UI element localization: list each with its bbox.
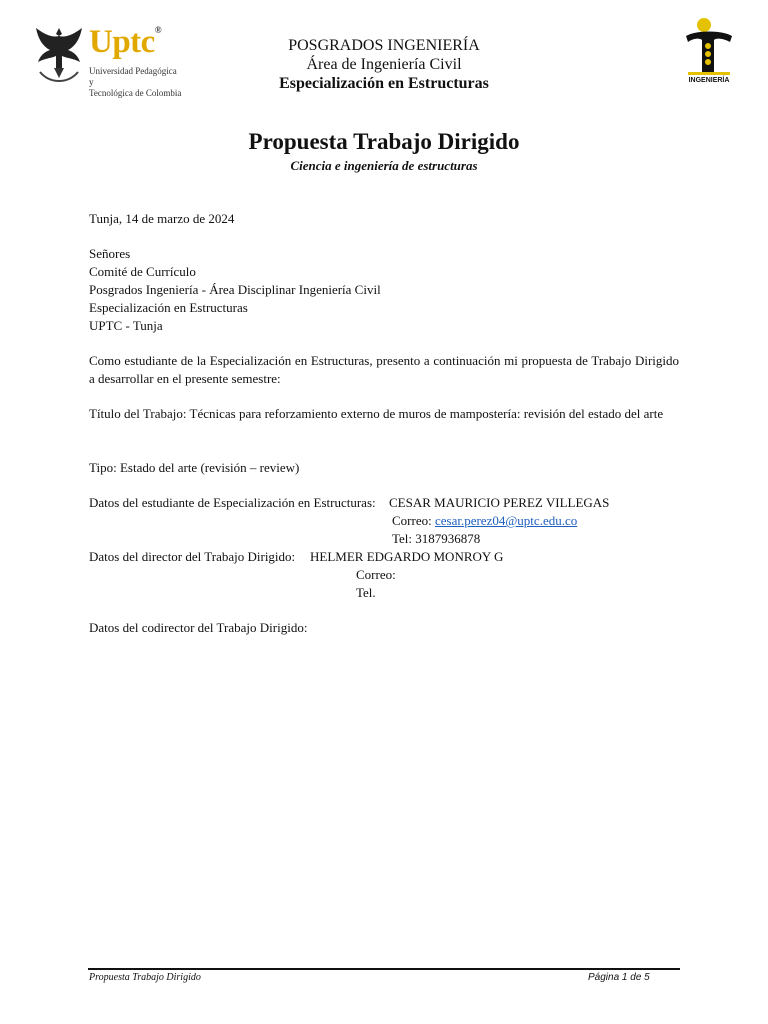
- recipient-line: Especialización en Estructuras: [89, 300, 248, 315]
- intro-paragraph: Como estudiante de la Especialización en Estructuras, presento a continuación mi propuesta de Trabajo Dirigido a desarrollar en el presente semestre:: [89, 353, 679, 386]
- document-title: Propuesta Trabajo Dirigido: [248, 129, 520, 154]
- recipient-block: [89, 245, 679, 335]
- ingenieria-label: INGENIERÍA: [688, 77, 730, 84]
- work-title: Título del Trabajo: Técnicas para reforzamiento externo de muros de mampostería: revisión del estado del arte: [89, 406, 664, 421]
- student-email-row: [392, 512, 577, 530]
- document-subtitle: Ciencia e ingeniería de estructuras: [290, 158, 478, 173]
- page-header: [0, 36, 768, 94]
- ingenieria-logo: [682, 16, 736, 90]
- director-label: Datos del director del Trabajo Dirigido:: [89, 549, 296, 564]
- director-tel: Tel.: [356, 585, 376, 600]
- student-name: CESAR MAURICIO PEREZ VILLEGAS: [389, 495, 610, 510]
- student-label: Datos del estudiante de Especialización en Estructuras:: [89, 495, 376, 510]
- footer-title: Propuesta Trabajo Dirigido: [89, 972, 201, 983]
- student-email-label: Correo:: [392, 513, 432, 528]
- uptc-subtitle: Universidad Pedagógica y Tecnológica de Colombia: [89, 66, 182, 98]
- header-line-3: Especialización en Estructuras: [279, 75, 489, 92]
- recipient-line: Posgrados Ingeniería - Área Disciplinar Ingeniería Civil: [89, 282, 381, 297]
- work-type: Tipo: Estado del arte (revisión – review): [89, 460, 300, 475]
- header-line-2: Área de Ingeniería Civil: [306, 56, 462, 73]
- ingenieria-emblem-icon: [682, 16, 736, 76]
- director-name: HELMER EDGARDO MONROY G: [310, 549, 504, 564]
- director-email-label: Correo:: [356, 567, 396, 582]
- codirector-label: Datos del codirector del Trabajo Dirigido:: [89, 620, 308, 635]
- student-email-link[interactable]: cesar.perez04@uptc.edu.co: [434, 513, 578, 528]
- header-line-1: POSGRADOS INGENIERÍA: [288, 37, 480, 54]
- footer-divider: [88, 968, 680, 970]
- uptc-wordmark: Uptc®: [89, 24, 162, 60]
- date-line: Tunja, 14 de marzo de 2024: [89, 211, 235, 226]
- recipient-line: Señores: [89, 246, 131, 261]
- page-number: Página 1 de 5: [588, 972, 650, 983]
- recipient-line: UPTC - Tunja: [89, 318, 163, 333]
- recipient-line: Comité de Currículo: [89, 264, 196, 279]
- student-tel: Tel: 3187936878: [392, 531, 481, 546]
